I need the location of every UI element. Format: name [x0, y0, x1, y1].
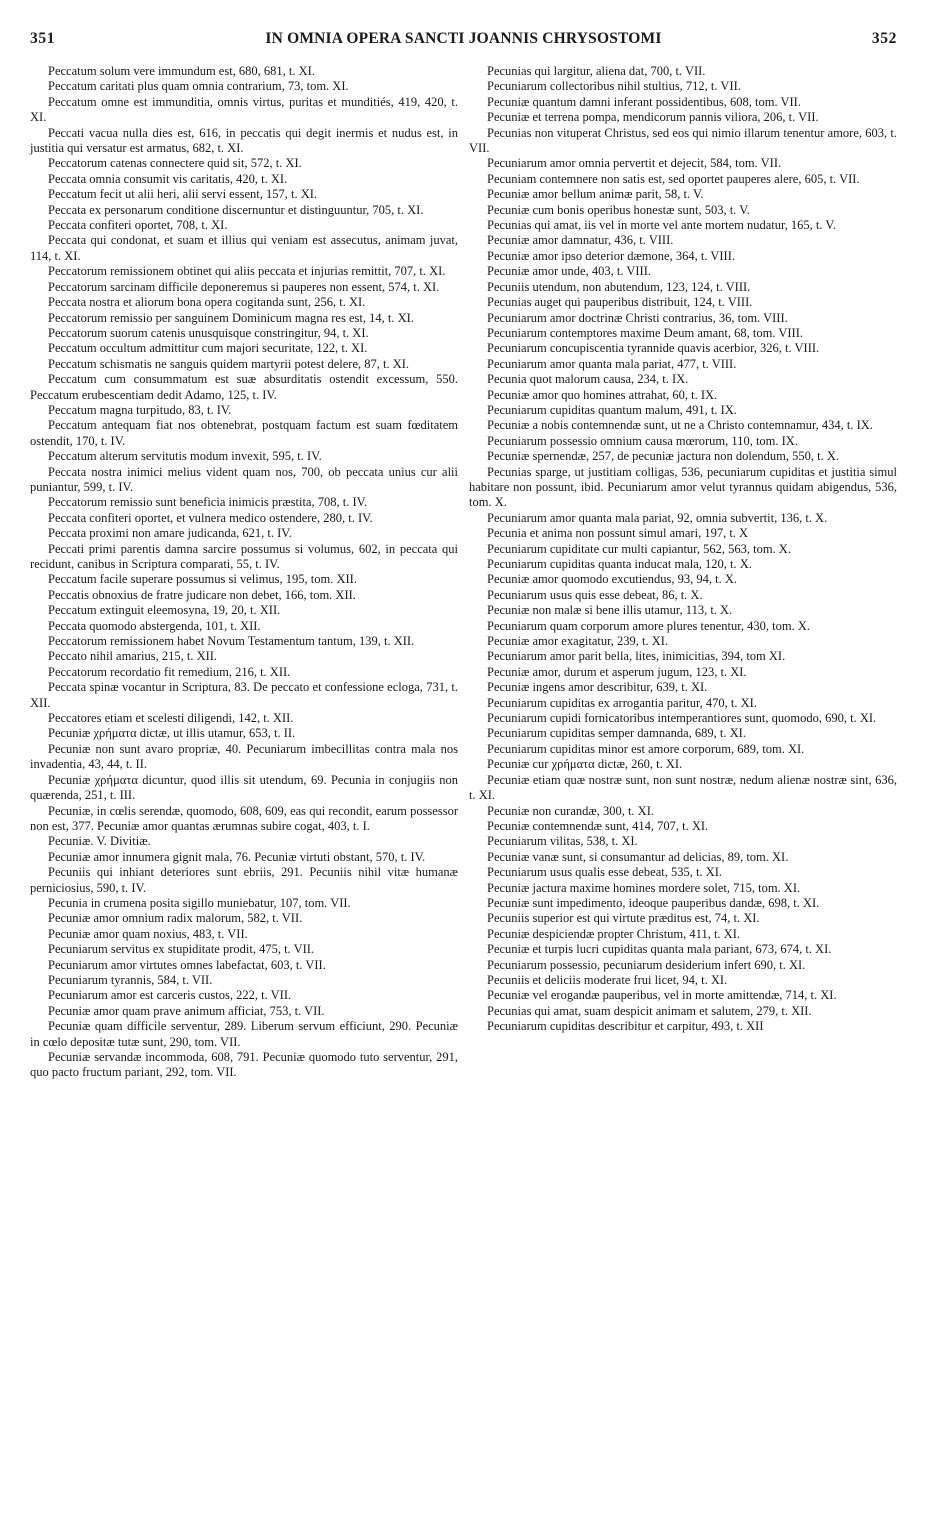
index-entry: Pecuniarum cupiditas minor est amore corporum, 689, tom. XI.	[487, 741, 805, 756]
index-entry: Pecuniæ amor ipso deterior dæmone, 364, t. VIII.	[487, 248, 735, 263]
index-entry: Pecuniæ cur χρήματα dictæ, 260, t. XI.	[487, 757, 683, 772]
index-entry: Pecuniarum cupiditas semper damnanda, 689, t. XI.	[487, 726, 746, 741]
index-entry: Pecuniarum cupiditas quanta inducat mala, 120, t. X.	[487, 557, 752, 571]
index-entry: Pecuniarum collectoribus nihil stultius, 712, t. VII.	[487, 79, 741, 94]
index-entry: Peccatum extinguit eleemosyna, 19, 20, t. XII.	[48, 603, 281, 618]
index-entry: Pecuniarum usus quis esse debeat, 86, t. X.	[487, 587, 703, 602]
index-entry: Pecuniarum cupiditas describitur et carpitur, 493, t. XII	[487, 1019, 764, 1034]
index-entry: Pecuniæ χρήματα dicuntur, quod illis sit utendum, 69. Pecunia in conjugiis non quærenda, 251, t. III.	[30, 772, 458, 803]
index-entry: Peccati vacua nulla dies est, 616, in peccatis qui degit inermis et nudus est, in justitia qui versatur est armatus, 682, t. XI.	[30, 125, 458, 156]
index-entry: Pecuniæ contemnendæ sunt, 414, 707, t. XI.	[487, 818, 709, 833]
index-entry: Pecuniarum vilitas, 538, t. XI.	[487, 834, 638, 849]
index-entry: Pecuniis utendum, non abutendum, 123, 124, t. VIII.	[487, 279, 751, 294]
index-entry: Peccatorum remissio sunt beneficia inimicis præstita, 708, t. IV.	[48, 495, 368, 510]
right-column	[469, 64, 897, 1081]
index-entry: Peccata omnia consumit vis caritatis, 420, t. XI.	[48, 171, 288, 186]
index-entry: Peccatorum remissio per sanguinem Dominicum magna res est, 14, t. XI.	[48, 310, 414, 325]
index-entry: Pecuniarum concupiscentia tyrannide quavis acerbior, 326, t. VIII.	[487, 341, 820, 356]
index-entry: Pecuniæ amor quo homines attrahat, 60, t. IX.	[487, 387, 718, 402]
index-entry: Peccatum facile superare possumus si velimus, 195, tom. XII.	[48, 572, 357, 587]
index-entry: Pecuniarum amor omnia pervertit et dejecit, 584, tom. VII.	[487, 156, 782, 171]
index-entry: Peccatorum remissionem obtinet qui aliis peccata et injurias remittit, 707, t. XI.	[48, 264, 446, 279]
index-entry: Pecuniæ amor damnatur, 436, t. VIII.	[487, 233, 674, 248]
index-entry: Pecuniarum amor parit bella, lites, inimicitias, 394, tom XI.	[487, 649, 786, 664]
index-entry: Pecuniæ quam difficile serventur, 289. Liberum servum efficiunt, 290. Pecuniæ in cœlo depositæ tutæ sunt, 290, tom. VII.	[30, 1019, 458, 1049]
index-entry: Pecuniæ a nobis contemnendæ sunt, ut ne a Christo contemnamur, 434, t. IX.	[487, 418, 873, 433]
running-header	[30, 30, 897, 64]
index-entry: Peccata nostra inimici melius vident quam nos, 700, ob peccata unius cur alii puniantur, 599, t. IV.	[30, 464, 458, 494]
index-entry: Pecuniæ amor, durum et asperum jugum, 123, t. XI.	[487, 664, 747, 679]
index-entry: Pecuniarum tyrannis, 584, t. VII.	[48, 972, 213, 987]
index-entry: Pecuniæ vel erogandæ pauperibus, vel in morte amittendæ, 714, t. XI.	[487, 988, 837, 1003]
index-entry: Pecuniarum amor quanta mala pariat, 477, t. VIII.	[487, 356, 737, 371]
index-entry: Pecuniæ despiciendæ propter Christum, 411, t. XI.	[487, 926, 740, 941]
index-entry: Peccatum solum vere immundum est, 680, 681, t. XI.	[48, 64, 315, 78]
index-entry: Peccata spinæ vocantur in Scriptura, 83. De peccato et confessione ecloga, 731, t. XII.	[30, 680, 458, 710]
index-entry: Peccatum occultum admittitur cum majori securitate, 122, t. XI.	[48, 341, 368, 356]
index-columns	[30, 64, 897, 1081]
index-entry: Pecuniæ χρήματα dictæ, ut illis utamur, 653, t. II.	[48, 726, 296, 741]
index-entry: Pecuniis superior est qui virtute præditus est, 74, t. XI.	[487, 911, 760, 926]
index-entry: Pecuniæ amor omnium radix malorum, 582, t. VII.	[48, 911, 303, 926]
index-entry: Peccatum magna turpitudo, 83, t. IV.	[48, 402, 232, 417]
index-entry: Pecuniæ ingens amor describitur, 639, t. XI.	[487, 680, 708, 695]
index-entry: Pecuniæ amor bellum animæ parit, 58, t. V.	[487, 187, 704, 202]
index-entry: Pecuniæ amor unde, 403, t. VIII.	[487, 264, 651, 279]
left-column	[30, 64, 458, 1081]
index-entry: Pecuniarum cupidi fornicatoribus intemperantiores sunt, quomodo, 690, t. XI.	[487, 711, 877, 726]
index-entry: Pecuniarum contemptores maxime Deum amant, 68, tom. VIII.	[487, 325, 804, 340]
index-entry: Peccato nihil amarius, 215, t. XII.	[48, 649, 218, 664]
index-entry: Pecunia quot malorum causa, 234, t. IX.	[487, 372, 689, 387]
index-entry: Peccata qui condonat, et suam et illius qui veniam est assecutus, animam juvat, 114, t. XI.	[30, 233, 458, 263]
index-entry: Pecuniæ servandæ incommoda, 608, 791. Pecuniæ quomodo tuto serventur, 291, quo pacto fructum pariant, 292, tom. VII.	[30, 1050, 458, 1080]
index-entry: Pecuniarum servitus ex stupiditate prodit, 475, t. VII.	[48, 942, 315, 957]
index-entry: Pecuniæ amor exagitatur, 239, t. XI.	[487, 634, 669, 649]
index-entry: Peccatis obnoxius de fratre judicare non debet, 166, tom. XII.	[48, 587, 356, 602]
index-entry: Peccatum alterum servitutis modum invexit, 595, t. IV.	[48, 449, 322, 464]
index-entry: Peccata nostra et aliorum bona opera cogitanda sunt, 256, t. XI.	[48, 295, 366, 310]
right-page-number: 352	[871, 30, 897, 47]
index-entry: Pecuniarum amor est carceris custos, 222, t. VII.	[48, 988, 292, 1003]
index-entry: Pecunias qui largitur, aliena dat, 700, t. VII.	[487, 64, 706, 78]
index-entry: Pecuniæ amor quam noxius, 483, t. VII.	[48, 926, 248, 941]
index-entry: Pecuniæ et turpis lucri cupiditas quanta mala pariant, 673, 674, t. XI.	[487, 942, 832, 957]
index-entry: Pecuniarum amor quanta mala pariat, 92, omnia subvertit, 136, t. X.	[487, 510, 828, 525]
index-entry: Peccatorum catenas connectere quid sit, 572, t. XI.	[48, 156, 302, 171]
index-entry: Pecunias non vituperat Christus, sed eos qui nimio illarum tenentur amore, 603, t. VII.	[469, 125, 897, 156]
index-entry: Peccatores etiam et scelesti diligendi, 142, t. XII.	[48, 711, 294, 726]
index-entry: Pecunias auget qui pauperibus distribuit, 124, t. VIII.	[487, 295, 753, 310]
index-entry: Pecuniæ amor quam prave animum afficiat, 753, t. VII.	[48, 1003, 325, 1018]
index-entry: Pecunia et anima non possunt simul amari, 197, t. X	[487, 526, 749, 541]
index-entry: Pecuniam contemnere non satis est, sed oportet pauperes alere, 605, t. VII.	[487, 171, 860, 186]
index-entry: Peccata confiteri oportet, et vulnera medico ostendere, 280, t. IV.	[48, 510, 373, 525]
running-title: IN OMNIA OPERA SANCTI JOANNIS CHRYSOSTOMI	[265, 30, 662, 47]
index-entry: Peccatorum recordatio fit remedium, 216, t. XII.	[48, 664, 291, 679]
index-entry: Pecuniæ amor innumera gignit mala, 76. Pecuniæ virtuti obstant, 570, t. IV.	[48, 849, 426, 864]
index-entry: Pecuniis qui inhiant deteriores sunt ebriis, 291. Pecuniis nihil vitæ humanæ perniciosius, 590, t. IV.	[30, 865, 458, 895]
index-entry: Pecuniarum amor virtutes omnes labefactat, 603, t. VII.	[48, 957, 326, 972]
index-entry: Pecuniarum cupiditas quantum malum, 491, t. IX.	[487, 402, 737, 417]
index-entry: Pecuniæ sunt impedimento, ideoque pauperibus dandæ, 698, t. XI.	[487, 895, 820, 910]
index-entry: Pecuniæ cum bonis operibus honestæ sunt, 503, t. V.	[487, 202, 750, 217]
index-entry: Pecuniæ vanæ sunt, si consumantur ad delicias, 89, tom. XI.	[487, 849, 789, 864]
index-entry: Peccatorum suorum catenis unusquisque constringitur, 94, t. XI.	[48, 325, 369, 340]
index-entry: Pecunias qui amat, iis vel in morte vel ante mortem nudatur, 165, t. V.	[487, 218, 836, 233]
index-entry: Pecuniæ non curandæ, 300, t. XI.	[487, 803, 654, 818]
index-entry: Peccata confiteri oportet, 708, t. XI.	[48, 218, 228, 233]
index-entry: Peccatum omne est immunditia, omnis virtus, puritas et munditiés, 419, 420, t. XI.	[30, 94, 458, 125]
index-entry: Pecuniæ etiam quæ nostræ sunt, non sunt nostræ, nedum alienæ nostræ sint, 636, t. XI.	[469, 772, 897, 803]
index-entry: Pecuniæ. V. Divitiæ.	[48, 834, 151, 849]
index-entry: Peccatorum remissionem habet Novum Testamentum tantum, 139, t. XII.	[48, 634, 415, 649]
index-entry: Pecuniarum possessio omnium causa mœrorum, 110, tom. IX.	[487, 433, 798, 448]
index-entry: Pecuniarum possessio, pecuniarum desiderium infert 690, t. XI.	[487, 957, 806, 972]
index-entry: Peccatum cum consummatum est suæ absurditatis ostendit excessum, 550. Peccatum erubescentiam dedit Adamo, 125, t. IV.	[30, 372, 458, 402]
index-entry: Pecuniæ spernendæ, 257, de pecuniæ jactura non dolendum, 550, t. X.	[487, 449, 840, 464]
left-page-number: 351	[30, 30, 56, 47]
index-entry: Pecuniæ, in cœlis serendæ, quomodo, 608, 609, eas qui recondit, earum possessor non est, 377. Pecuniæ amor quantas ærumnas subire cogat, 403, t. I.	[30, 803, 458, 833]
index-entry: Pecuniis et deliciis moderate frui licet, 94, t. XI.	[487, 972, 728, 987]
index-entry: Peccatum schismatis ne sanguis quidem martyrii potest delere, 87, t. XI.	[48, 356, 410, 371]
index-entry: Pecuniæ jactura maxime homines mordere solet, 715, tom. XI.	[487, 880, 801, 895]
index-entry: Peccatorum sarcinam difficile deponeremus si pauperes non essent, 574, t. XI.	[48, 279, 440, 294]
index-entry: Pecuniarum usus qualis esse debeat, 535, t. XI.	[487, 865, 723, 880]
index-entry: Peccata proximi non amare judicanda, 621, t. IV.	[48, 526, 292, 541]
index-entry: Pecuniarum amor doctrinæ Christi contrarius, 36, tom. VIII.	[487, 310, 788, 325]
index-entry: Pecuniæ non sunt avaro propriæ, 40. Pecuniarum imbecillitas contra mala nos invadentia, 43, 44, t. II.	[30, 741, 458, 772]
index-entry: Peccatum antequam fiat nos obtenebrat, postquam factum est suam fœditatem ostendit, 170, t. IV.	[30, 418, 458, 448]
index-entry: Pecuniarum cupiditate cur multi capiantur, 562, 563, tom. X.	[487, 541, 791, 556]
index-entry: Pecuniæ non malæ si bene illis utamur, 113, t. X.	[487, 603, 733, 618]
index-entry: Peccati primi parentis damna sarcire possumus si volumus, 602, in peccata qui recidunt, canibus in Scriptura comparati, 55, t. IV.	[30, 541, 458, 571]
index-entry: Pecuniarum quam corporum amore plures tenentur, 430, tom. X.	[487, 618, 811, 633]
index-entry: Pecunia in crumena posita sigillo muniebatur, 107, tom. VII.	[48, 895, 351, 910]
index-entry: Pecuniæ et terrena pompa, mendicorum pannis viliora, 206, t. VII.	[487, 110, 819, 125]
index-entry: Pecunias qui amat, suam despicit animam et salutem, 279, t. XII.	[487, 1003, 812, 1018]
index-entry: Pecunias sparge, ut justitiam colligas, 536, pecuniarum cupiditas et justitia simul habitare non possunt, ibid. Pecuniarum amor velut tyrannus quidam abigendus, 536, tom. X.	[469, 464, 897, 510]
index-entry: Pecuniæ amor quomodo excutiendus, 93, 94, t. X.	[487, 572, 737, 587]
index-entry: Peccatum fecit ut alii heri, alii servi essent, 157, t. XI.	[48, 187, 318, 202]
index-entry: Peccatum caritati plus quam omnia contrarium, 73, tom. XI.	[48, 79, 349, 94]
index-entry: Peccata ex personarum conditione discernuntur et distinguuntur, 705, t. XI.	[48, 202, 424, 217]
index-entry: Pecuniæ quantum damni inferant possidentibus, 608, tom. VII.	[487, 94, 801, 109]
index-entry: Pecuniarum cupiditas ex arrogantia paritur, 470, t. XI.	[487, 695, 757, 710]
index-entry: Peccata quomodo abstergenda, 101, t. XII.	[48, 618, 261, 633]
